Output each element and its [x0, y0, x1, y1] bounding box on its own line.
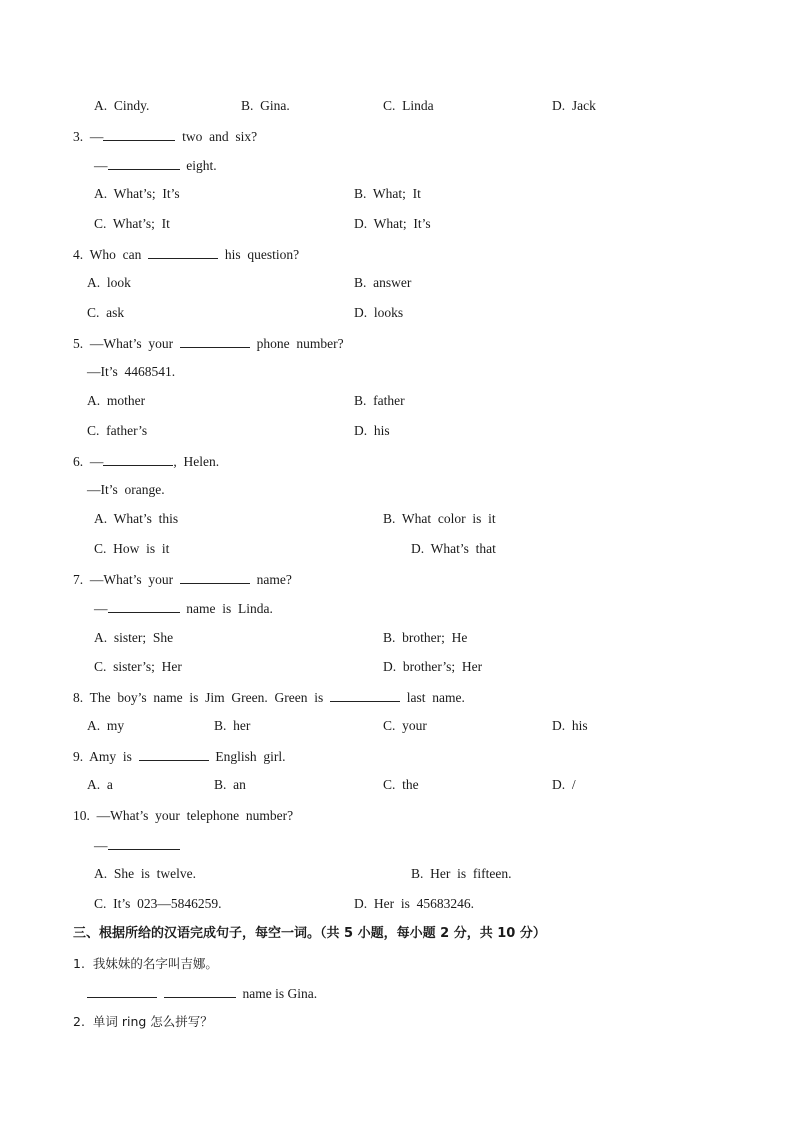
q8-stem-pre: 8. The boy’s name is Jim Green. Green is — [73, 690, 330, 705]
q9-option-a: A. a — [87, 777, 113, 792]
q5-stem-pre: 5. —What’s your — [73, 336, 180, 351]
section3-s1-prompt: 1. 我妹妹的名字叫吉娜。 — [73, 956, 218, 971]
q4-option-a: A. look — [87, 275, 131, 290]
q8-option-b: B. her — [214, 718, 251, 733]
q7-answer — [94, 600, 273, 617]
q6-blank — [103, 453, 173, 466]
q9-blank — [139, 748, 209, 761]
q3-answer-pre: — — [94, 158, 108, 173]
q5-option-d: D. his — [354, 423, 390, 438]
q6-stem-pre: 6. — — [73, 454, 104, 469]
q6-option-c: C. How is it — [94, 541, 170, 556]
q4-option-d: D. looks — [354, 305, 404, 320]
q7-option-a: A. sister; She — [94, 630, 174, 645]
q3-blank-2 — [108, 157, 180, 170]
q10-blank — [108, 837, 180, 850]
q3-option-d: D. What; It’s — [354, 216, 431, 231]
q5-blank — [180, 335, 250, 348]
q5-option-a: A. mother — [87, 393, 146, 408]
q7-stem-pre: 7. —What’s your — [73, 572, 180, 587]
q8-option-c: C. your — [383, 718, 427, 733]
q9-stem — [73, 748, 286, 765]
q3-blank-1 — [103, 128, 175, 141]
q3-answer — [94, 157, 217, 174]
q3-stem-pre: 3. — — [73, 129, 104, 144]
q10-answer — [94, 837, 180, 854]
q7-blank-1 — [180, 571, 250, 584]
q7-stem — [73, 571, 292, 588]
q6-option-a: A. What’s this — [94, 511, 179, 526]
q6-stem-post: , Helen. — [173, 454, 220, 469]
q7-option-d: D. brother’s; Her — [383, 659, 483, 674]
q6-stem — [73, 453, 219, 470]
q3-option-c: C. What’s; It — [94, 216, 170, 231]
q2-option-d: D. Jack — [552, 98, 596, 113]
q7-option-c: C. sister’s; Her — [94, 659, 182, 674]
q10-option-a: A. She is twelve. — [94, 866, 196, 881]
q4-option-b: B. answer — [354, 275, 412, 290]
q9-stem-pre: 9. Amy is — [73, 749, 139, 764]
q2-option-c: C. Linda — [383, 98, 434, 113]
q10-option-b: B. Her is fifteen. — [411, 866, 512, 881]
q8-blank — [330, 689, 400, 702]
q9-option-d: D. / — [552, 777, 576, 792]
q7-stem-post: name? — [249, 572, 292, 587]
q4-stem — [73, 246, 299, 263]
q3-stem-post: two and six? — [175, 129, 258, 144]
q6-option-d: D. What’s that — [411, 541, 496, 556]
q9-option-b: B. an — [214, 777, 246, 792]
section3-s1-blank-1 — [87, 985, 157, 998]
q2-option-b: B. Gina. — [241, 98, 290, 113]
q7-answer-post: name is Linda. — [179, 601, 273, 616]
q4-stem-pre: 4. Who can — [73, 247, 149, 262]
q7-blank-2 — [108, 600, 180, 613]
q5-option-c: C. father’s — [87, 423, 148, 438]
q10-answer-pre: — — [94, 838, 108, 853]
section3-s1-answer — [87, 985, 317, 1002]
q5-stem-post: phone number? — [249, 336, 344, 351]
q6-option-b: B. What color is it — [383, 511, 496, 526]
q3-answer-post: eight. — [179, 158, 217, 173]
q3-option-a: A. What’s; It’s — [94, 186, 180, 201]
q5-answer: —It’s 4468541. — [87, 364, 176, 379]
section3-s1-blank-2 — [164, 985, 236, 998]
q4-blank — [148, 246, 218, 259]
q2-option-a: A. Cindy. — [94, 98, 150, 113]
q9-option-c: C. the — [383, 777, 419, 792]
q10-stem: 10. —What’s your telephone number? — [73, 808, 294, 823]
q8-option-a: A. my — [87, 718, 125, 733]
q9-stem-post: English girl. — [208, 749, 286, 764]
q4-stem-post: his question? — [218, 247, 300, 262]
q5-option-b: B. father — [354, 393, 405, 408]
q10-option-d: D. Her is 45683246. — [354, 896, 474, 911]
q6-answer: —It’s orange. — [87, 482, 165, 497]
section3-s1-tail: name is Gina. — [235, 986, 318, 1001]
q5-stem — [73, 335, 344, 352]
q8-option-d: D. his — [552, 718, 588, 733]
q8-stem — [73, 689, 465, 706]
q4-option-c: C. ask — [87, 305, 125, 320]
q7-option-b: B. brother; He — [383, 630, 468, 645]
section3-s2-prompt: 2. 单词 ring 怎么拼写？ — [73, 1014, 213, 1029]
q3-option-b: B. What; It — [354, 186, 421, 201]
q7-answer-pre: — — [94, 601, 108, 616]
q3-stem — [73, 128, 257, 145]
section3-heading: 三、根据所给的汉语完成句子，每空一词。（共 5 小题，每小题 2 分，共 10 分） — [73, 926, 546, 941]
q10-option-c: C. It’s 023—5846259. — [94, 896, 222, 911]
q8-stem-post: last name. — [399, 690, 465, 705]
